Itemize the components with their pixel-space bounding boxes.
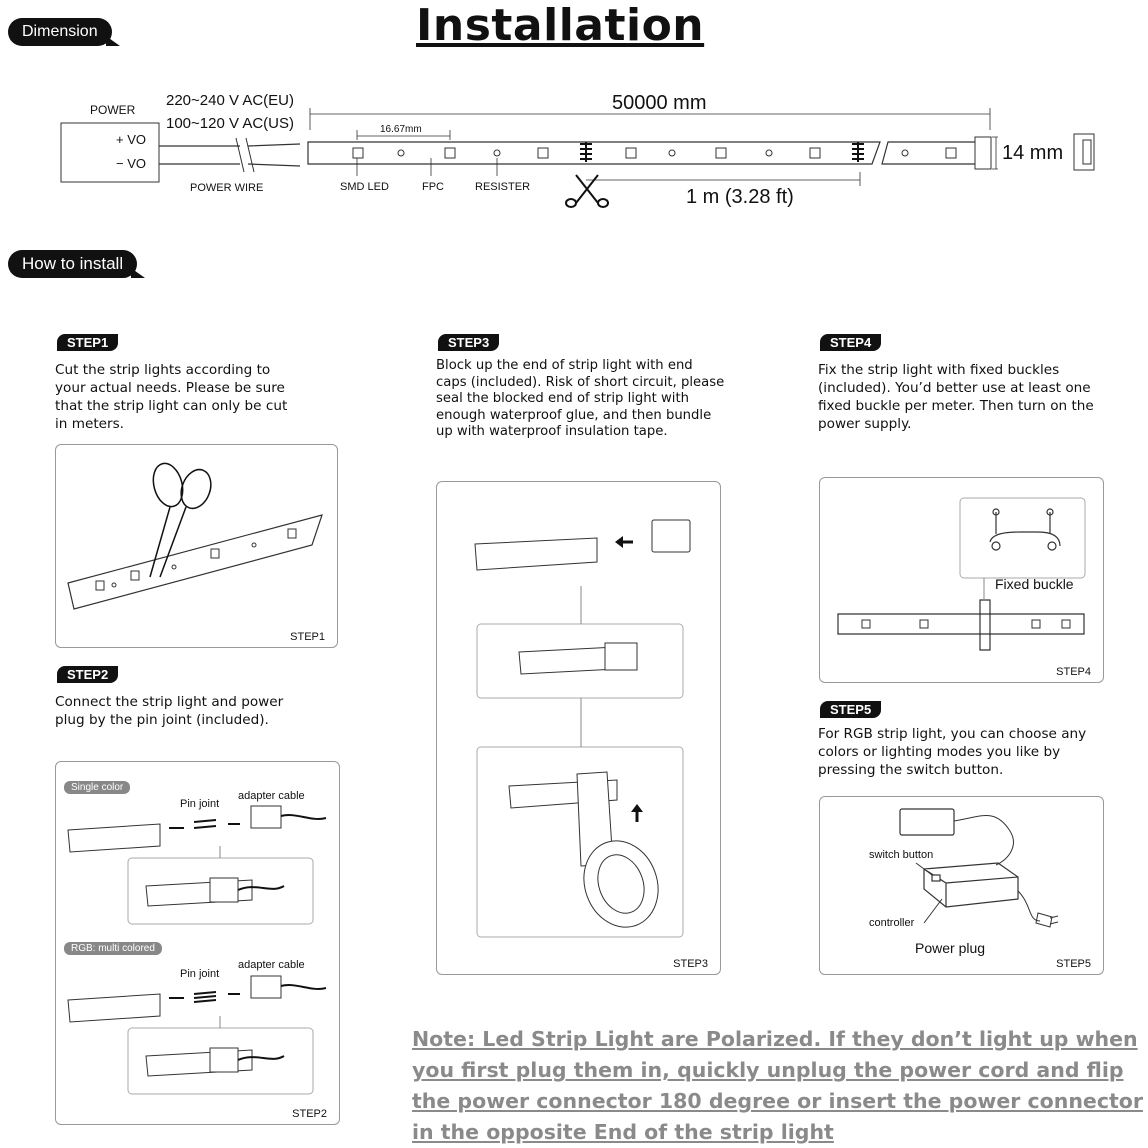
step4-text: Fix the strip light with fixed buckles (included). You’d better use at least one fixed buckle per meter. Then turn on the power supply. — [818, 362, 1094, 432]
step3-illustration — [437, 482, 720, 974]
step1-illustration — [56, 445, 337, 647]
power-plug-label: Power plug — [915, 940, 986, 956]
width-label: 14 mm — [1002, 142, 1064, 164]
adapter-cable-label-2: adapter cable — [238, 959, 305, 971]
step3-text: Block up the end of strip light with end caps (included). Risk of short circuit, please seal the blocked end of strip light with enough waterproof glue, and then bundle up with waterproof insulation tape. — [436, 358, 725, 440]
step1-panel — [55, 444, 338, 648]
controller-label: controller — [869, 917, 915, 929]
length-label: 50000 mm — [612, 92, 707, 114]
polarity-note: Note: Led Strip Light are Polarized. If they don’t light up when you first plug them in, quickly unplug the power cord and flip the power connector 180 degree or insert the power connector in the opposite End of the strip light — [412, 1027, 1143, 1144]
pitch-label: 16.67mm — [380, 124, 422, 135]
power-label: POWER — [90, 103, 136, 117]
step2-panel — [55, 761, 340, 1125]
step3-tag: STEP3 — [438, 334, 499, 351]
howto-tag: How to install — [8, 250, 137, 278]
step3-panel-label: STEP3 — [673, 958, 708, 970]
minus-vo-label: − VO — [116, 156, 146, 171]
fixed-buckle-label: Fixed buckle — [995, 576, 1074, 592]
switch-button-label: switch button — [869, 849, 934, 861]
rgb-tag: RGB: multi colored — [64, 942, 162, 955]
smd-led-label: SMD LED — [340, 181, 389, 193]
voltage-us-label: 100~120 V AC(US) — [166, 115, 294, 132]
cut-length-label: 1 m (3.28 ft) — [686, 186, 794, 208]
pin-joint-label-1: Pin joint — [180, 798, 220, 810]
power-wire-label: POWER WIRE — [190, 182, 264, 194]
step5-panel-label: STEP5 — [1056, 958, 1091, 970]
page-title: Installation — [416, 0, 705, 51]
step5-panel — [819, 796, 1104, 975]
voltage-eu-label: 220~240 V AC(EU) — [166, 92, 294, 109]
fpc-label: FPC — [422, 181, 444, 193]
single-color-tag: Single color — [64, 781, 130, 794]
step2-tag: STEP2 — [57, 666, 118, 683]
step5-tag: STEP5 — [820, 701, 881, 718]
pin-joint-label-2: Pin joint — [180, 968, 220, 980]
dimension-tag: Dimension — [8, 18, 112, 46]
step4-panel — [819, 477, 1104, 683]
step1-text: Cut the strip lights according to your actual needs. Please be sure that the strip light can only be cut in meters. — [55, 362, 288, 432]
step3-panel — [436, 481, 721, 975]
step2-panel-label: STEP2 — [292, 1108, 327, 1120]
step1-panel-label: STEP1 — [290, 631, 325, 643]
step1-tag: STEP1 — [57, 334, 118, 351]
step2-illustration — [56, 762, 339, 1124]
step2-text: Connect the strip light and power plug by the pin joint (included). — [55, 694, 284, 728]
step5-text: For RGB strip light, you can choose any colors or lighting modes you like by pressing the switch button. — [818, 726, 1087, 778]
step4-tag: STEP4 — [820, 334, 881, 351]
adapter-cable-label-1: adapter cable — [238, 790, 305, 802]
step4-panel-label: STEP4 — [1056, 666, 1091, 678]
plus-vo-label: + VO — [116, 132, 146, 147]
resister-label: RESISTER — [475, 181, 531, 193]
